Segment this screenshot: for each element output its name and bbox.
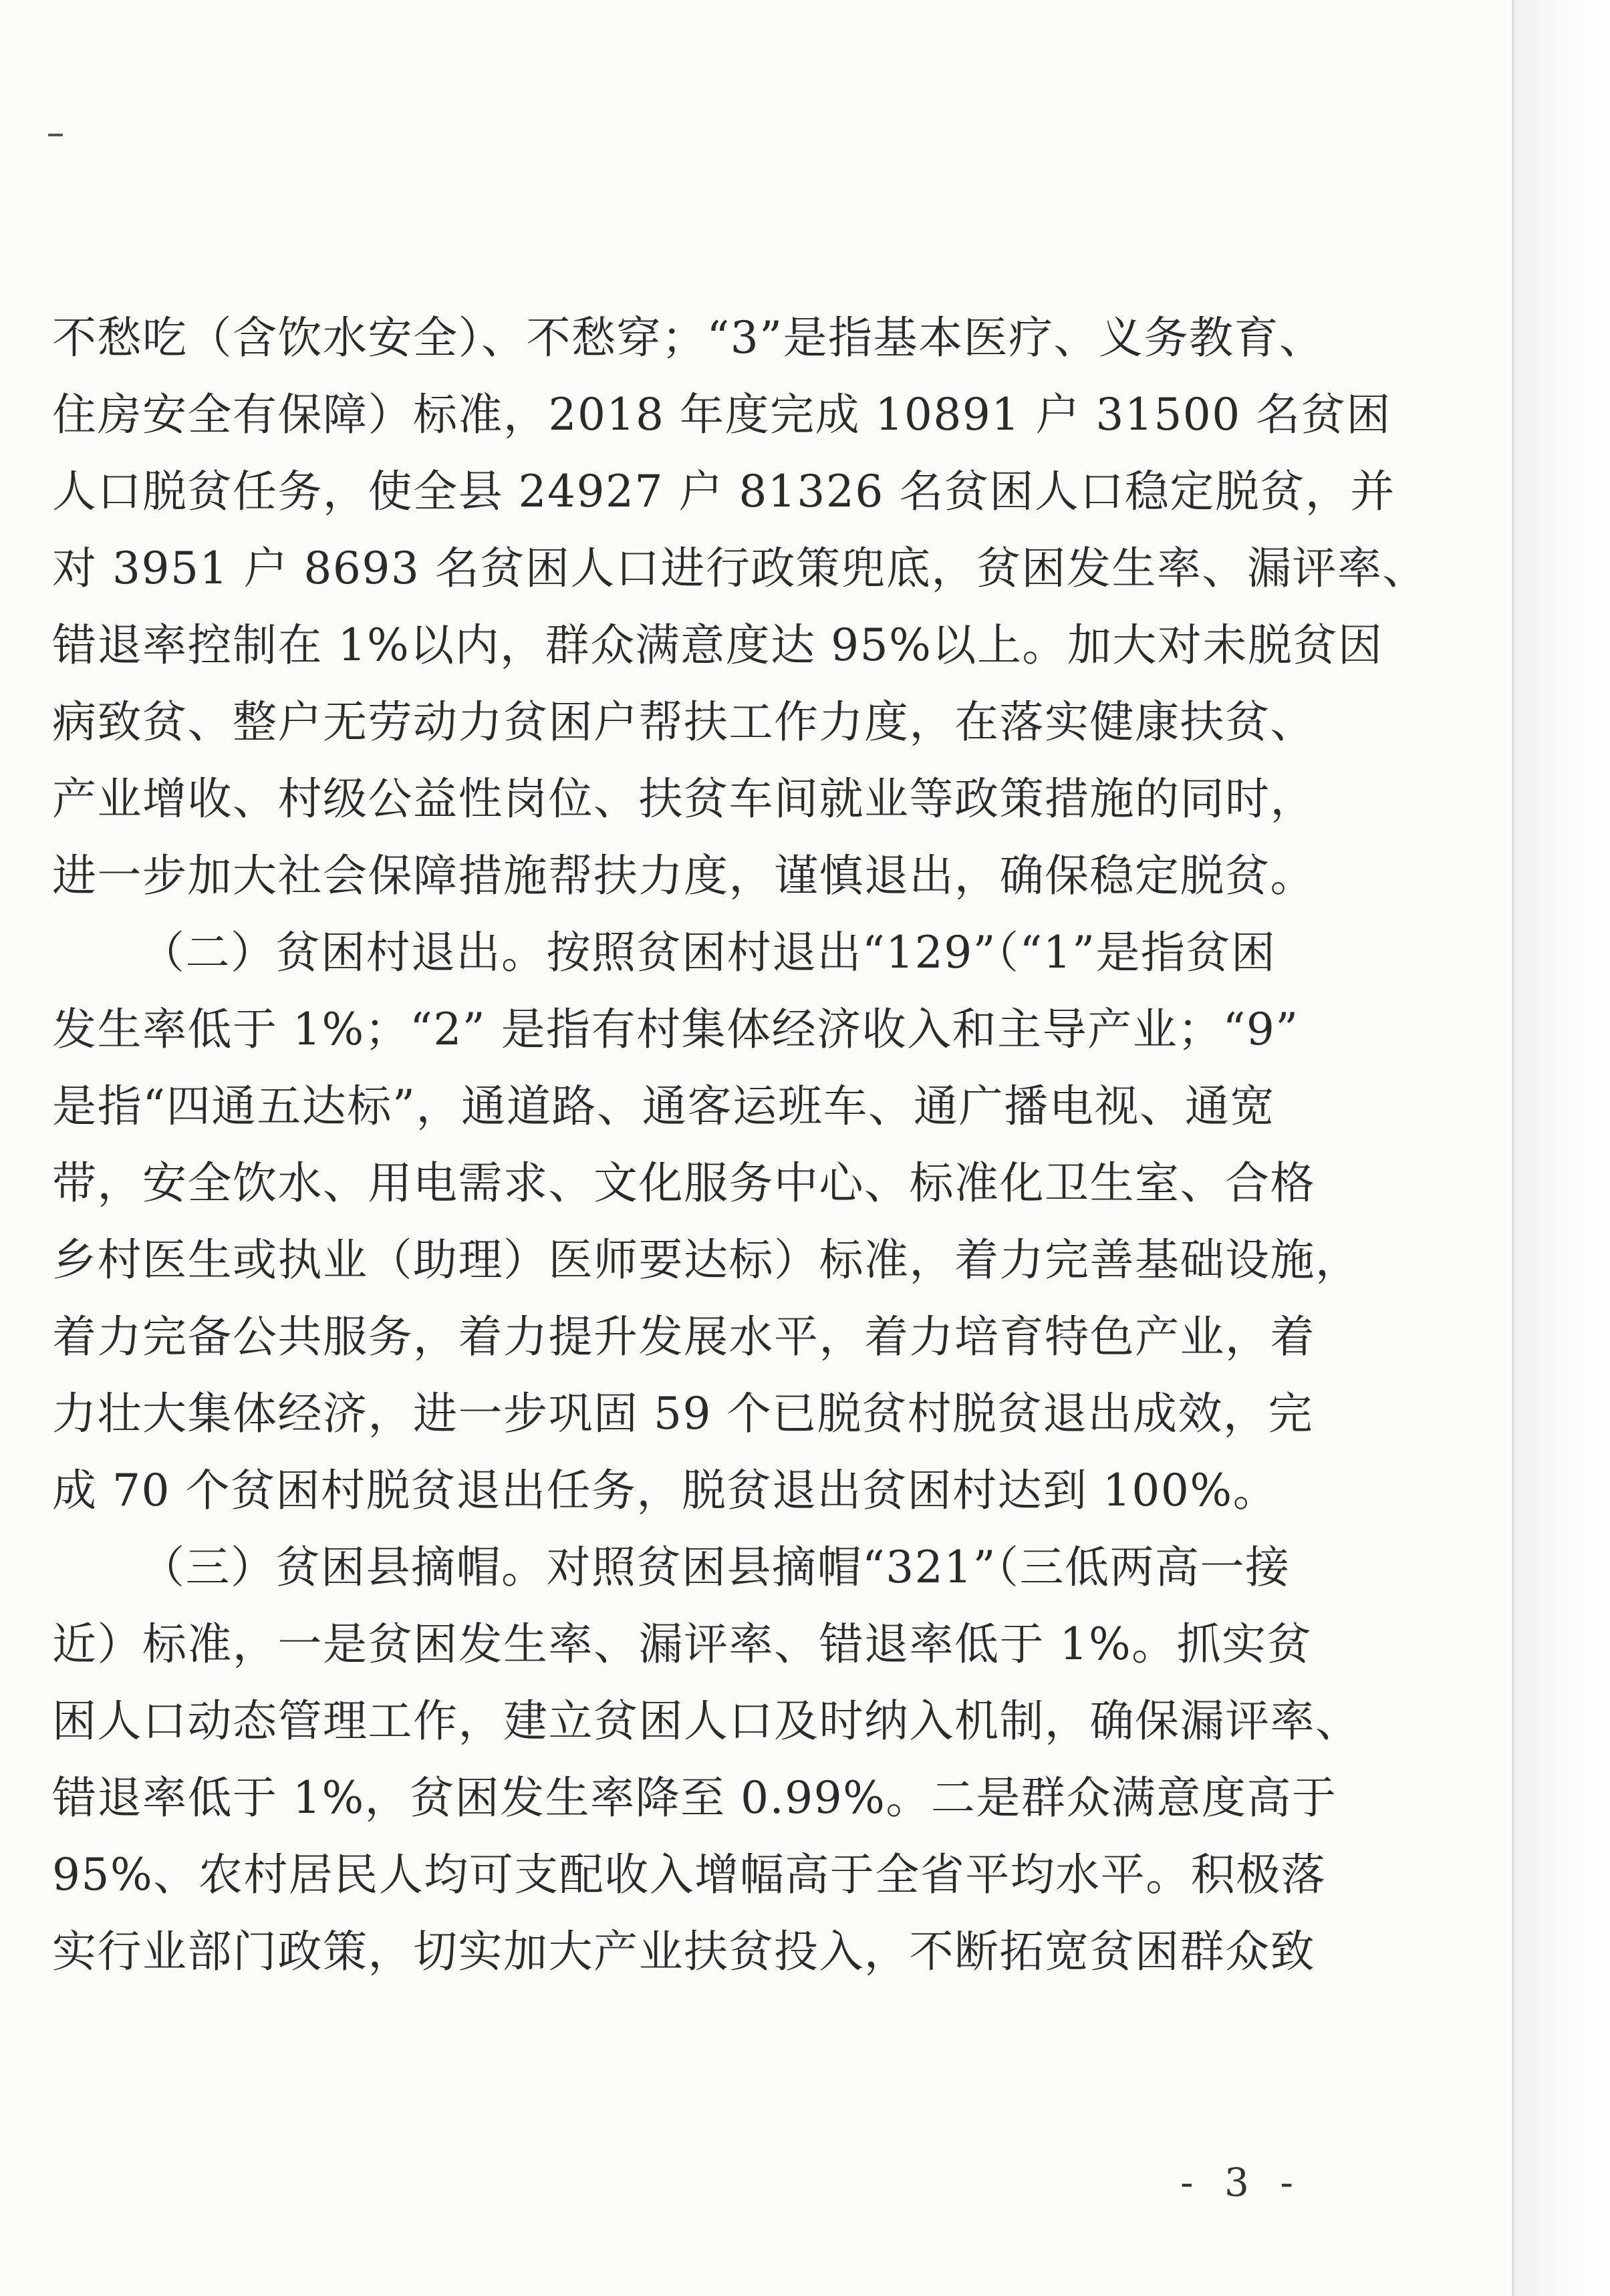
text-line: 着力完备公共服务，着力提升发展水平，着力培育特色产业，着 — [52, 1311, 1315, 1362]
text-line: 成 70 个贫困村脱贫退出任务，脱贫退出贫困村达到 100%。 — [52, 1465, 1279, 1516]
text-line: 95%、农村居民人均可支配收入增幅高于全省平均水平。积极落 — [52, 1849, 1327, 1900]
text-line: 病致贫、整户无劳动力贫困户帮扶工作力度，在落实健康扶贫、 — [52, 696, 1315, 748]
text-line-section-3-heading: （三）贫困县摘帽。对照贫困县摘帽“321”（三低两高一接 — [140, 1542, 1291, 1593]
text-line: 近）标准，一是贫困发生率、漏评率、错退率低于 1%。抓实贫 — [52, 1618, 1313, 1670]
text-line: 进一步加大社会保障措施帮扶力度，谨慎退出，确保稳定脱贫。 — [52, 850, 1315, 901]
scan-margin — [1512, 0, 1610, 2296]
page-number: - 3 - — [1180, 2160, 1303, 2205]
text-line: 错退率控制在 1%以内，群众满意度达 95%以上。加大对未脱贫因 — [52, 619, 1383, 671]
text-line: 不愁吃（含饮水安全）、不愁穿；“3”是指基本医疗、义务教育、 — [52, 312, 1325, 364]
text-line: 困人口动态管理工作，建立贫困人口及时纳入机制，确保漏评率、 — [52, 1695, 1361, 1747]
text-line: 住房安全有保障）标准，2018 年度完成 10891 户 31500 名贫困 — [52, 389, 1391, 440]
text-line: 实行业部门政策，切实加大产业扶贫投入，不断拓宽贫困群众致 — [52, 1926, 1315, 1977]
body-text — [52, 299, 1428, 1990]
text-line: 人口脱贫任务，使全县 24927 户 81326 名贫困人口稳定脱贫，并 — [52, 466, 1395, 517]
text-line: 对 3951 户 8693 名贫困人口进行政策兜底，贫困发生率、漏评率、 — [52, 543, 1428, 594]
text-line: 发生率低于 1%；“2” 是指有村集体经济收入和主导产业；“9” — [52, 1004, 1299, 1055]
text-line-section-2-heading: （二）贫困村退出。按照贫困村退出“129”（“1”是指贫困 — [140, 927, 1277, 978]
text-line: 产业增收、村级公益性岗位、扶贫车间就业等政策措施的同时， — [52, 773, 1315, 825]
text-line: 力壮大集体经济，进一步巩固 59 个已脱贫村脱贫退出成效，完 — [52, 1388, 1313, 1439]
text-line: 乡村医生或执业（助理）医师要达标）标准，着力完善基础设施， — [52, 1234, 1361, 1286]
text-line: 带，安全饮水、用电需求、文化服务中心、标准化卫生室、合格 — [52, 1157, 1315, 1209]
text-line: 错退率低于 1%，贫困发生率降至 0.99%。二是群众满意度高于 — [52, 1772, 1337, 1824]
text-line: 是指“四通五达标”，通道路、通客运班车、通广播电视、通宽 — [52, 1081, 1275, 1132]
scan-mark — [48, 134, 63, 136]
